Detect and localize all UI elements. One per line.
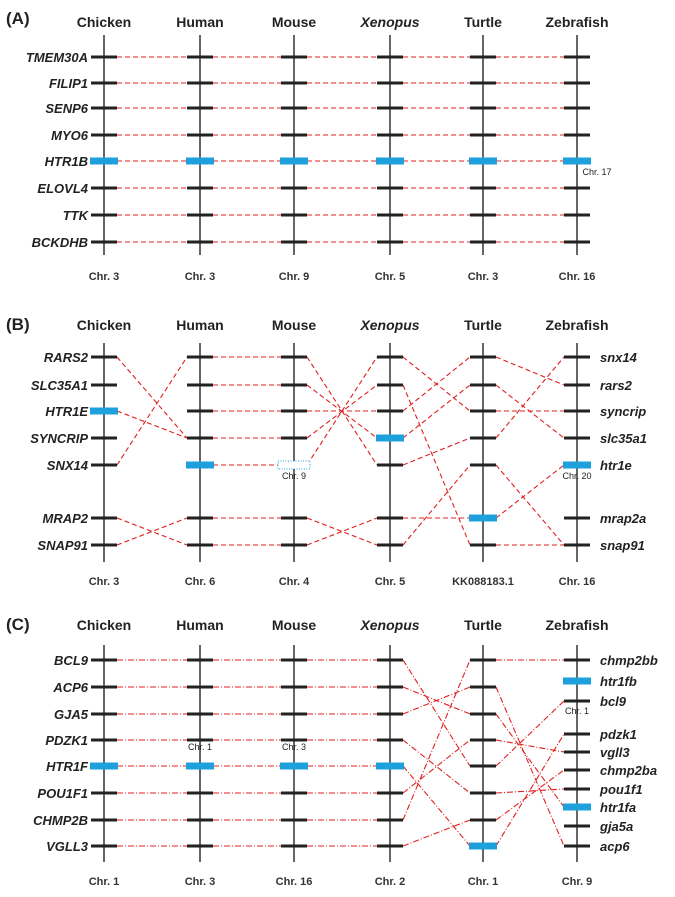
gene-label: vgll3 (600, 745, 630, 760)
chromosome-label: Chr. 3 (88, 271, 120, 283)
gene-label: BCL9 (54, 653, 88, 668)
chromosome-label: Chr. 16 (558, 576, 596, 588)
highlight-gene-block (376, 158, 404, 165)
panel-0 (6, 9, 612, 283)
gene-label: pou1f1 (600, 782, 643, 797)
highlight-gene-block (563, 462, 591, 469)
highlight-gene-block (563, 158, 591, 165)
species-mouse-label: Mouse (271, 14, 317, 30)
gene-label: CHMP2B (33, 813, 88, 828)
gene-label: ACP6 (53, 680, 88, 695)
species-xenopus-label: Xenopus (360, 14, 420, 30)
highlight-gene-block (563, 678, 591, 685)
synteny-link (496, 465, 564, 545)
gene-label: pdzk1 (600, 727, 637, 742)
synteny-link (403, 660, 470, 820)
chromosome-label: Chr. 1 (467, 876, 499, 888)
species-human-label: Human (176, 617, 224, 633)
synteny-link (403, 687, 470, 714)
chromosome-label: Chr. 16 (275, 876, 313, 888)
gene-label: TTK (62, 208, 88, 223)
gene-label: mrap2a (600, 511, 647, 526)
gene-label: HTR1B (44, 154, 88, 169)
gene-label: chmp2ba (600, 763, 658, 778)
gene-label: gja5a (600, 819, 634, 834)
highlight-gene-block (280, 158, 308, 165)
synteny-link (403, 660, 470, 766)
synteny-link (403, 766, 470, 846)
gene-label: TMEM30A (25, 50, 88, 65)
chromosome-label: Chr. 5 (374, 576, 406, 588)
gene-label: ELOVL4 (37, 181, 88, 196)
species-chicken-label: Chicken (76, 317, 132, 333)
species-turtle-label: Turtle (464, 14, 502, 30)
chromosome-label: Chr. 3 (184, 876, 216, 888)
chromosome-label: Chr. 9 (278, 271, 310, 283)
gene-label: htr1e (600, 458, 632, 473)
gene-label: chmp2bb (600, 653, 658, 668)
species-zebrafish-label: Zebrafish (545, 14, 609, 30)
synteny-link (403, 385, 470, 438)
chromosome-label: Chr. 2 (374, 876, 406, 888)
highlight-gene-block (90, 408, 118, 415)
gene-label: syncrip (600, 404, 647, 419)
gene-label: VGLL3 (46, 839, 88, 854)
species-chicken-label: Chicken (76, 14, 132, 30)
predicted-gene-block (278, 461, 310, 469)
species-zebrafish-label: Zebrafish (545, 617, 609, 633)
synteny-link (496, 770, 564, 820)
synteny-link (403, 465, 470, 545)
synteny-link (403, 820, 470, 846)
synteny-link (403, 438, 470, 465)
synteny-link (496, 714, 564, 807)
highlight-gene-block (90, 158, 118, 165)
gene-label: MRAP2 (42, 511, 88, 526)
synteny-link (496, 789, 564, 793)
chromosome-label: Chr. 16 (558, 271, 596, 283)
gene-label: MYO6 (51, 128, 88, 143)
gene-label: POU1F1 (37, 786, 88, 801)
highlight-gene-block (280, 763, 308, 770)
gene-label: FILIP1 (48, 76, 88, 91)
species-zebrafish-label: Zebrafish (545, 317, 609, 333)
synteny-link (117, 357, 187, 438)
panel-1 (6, 315, 647, 588)
gene-label: acp6 (600, 839, 630, 854)
species-xenopus-label: Xenopus (360, 617, 420, 633)
gene-label: htr1fb (600, 674, 637, 689)
highlight-gene-block (469, 158, 497, 165)
chromosome-label: Chr. 3 (184, 271, 216, 283)
chromosome-label: Chr. 9 (561, 876, 593, 888)
highlight-gene-block (186, 763, 214, 770)
synteny-link (496, 357, 564, 385)
chromosome-note: Chr. 9 (281, 471, 307, 481)
gene-label: PDZK1 (45, 733, 88, 748)
species-xenopus-label: Xenopus (360, 317, 420, 333)
chromosome-label: Chr. 3 (88, 576, 120, 588)
chromosome-note: Chr. 1 (564, 706, 590, 716)
species-human-label: Human (176, 14, 224, 30)
species-human-label: Human (176, 317, 224, 333)
gene-label: GJA5 (54, 707, 88, 722)
synteny-link (403, 385, 470, 545)
highlight-gene-block (563, 804, 591, 811)
panel-label: (A) (6, 9, 30, 28)
link-group (117, 57, 564, 242)
chromosome-label: Chr. 5 (374, 271, 406, 283)
chromosome-note: Chr. 20 (562, 471, 592, 481)
gene-label: SYNCRIP (30, 431, 88, 446)
gene-label: HTR1E (45, 404, 88, 419)
gene-label: BCKDHB (31, 235, 88, 250)
gene-label: HTR1F (46, 759, 88, 774)
gene-label: SLC35A1 (30, 378, 88, 393)
gene-label: SENP6 (45, 101, 88, 116)
chromosome-label: Chr. 4 (278, 576, 310, 588)
highlight-gene-block (186, 158, 214, 165)
highlight-gene-block (186, 462, 214, 469)
highlight-gene-block (469, 843, 497, 850)
species-turtle-label: Turtle (464, 317, 502, 333)
synteny-link (496, 465, 564, 518)
link-group (117, 660, 564, 846)
gene-label: snx14 (600, 350, 637, 365)
highlight-gene-block (376, 763, 404, 770)
chromosome-note: Chr. 17 (582, 167, 612, 177)
chromosome-label: Chr. 1 (88, 876, 120, 888)
chromosome-label: Chr. 3 (467, 271, 499, 283)
synteny-link (496, 357, 564, 438)
gene-label: SNX14 (46, 458, 88, 473)
gene-label: bcl9 (600, 694, 627, 709)
species-turtle-label: Turtle (464, 617, 502, 633)
panel-2 (6, 615, 658, 888)
gene-label: snap91 (600, 538, 645, 553)
species-mouse-label: Mouse (271, 617, 317, 633)
highlight-gene-block (376, 435, 404, 442)
chromosome-label: Chr. 6 (184, 576, 216, 588)
synteny-link (117, 411, 187, 438)
panel-label: (C) (6, 615, 30, 634)
gene-label: SNAP91 (37, 538, 88, 553)
synteny-link (117, 357, 187, 465)
highlight-gene-block (90, 763, 118, 770)
chromosome-note: Chr. 3 (281, 742, 307, 752)
species-chicken-label: Chicken (76, 617, 132, 633)
gene-label: htr1fa (600, 800, 637, 815)
highlight-gene-block (469, 515, 497, 522)
gene-label: slc35a1 (600, 431, 647, 446)
gene-label: RARS2 (43, 350, 88, 365)
gene-label: rars2 (600, 378, 632, 393)
species-mouse-label: Mouse (271, 317, 317, 333)
chromosome-label: KK088183.1 (452, 576, 514, 588)
chromosome-note: Chr. 1 (187, 742, 213, 752)
panel-label: (B) (6, 315, 30, 334)
